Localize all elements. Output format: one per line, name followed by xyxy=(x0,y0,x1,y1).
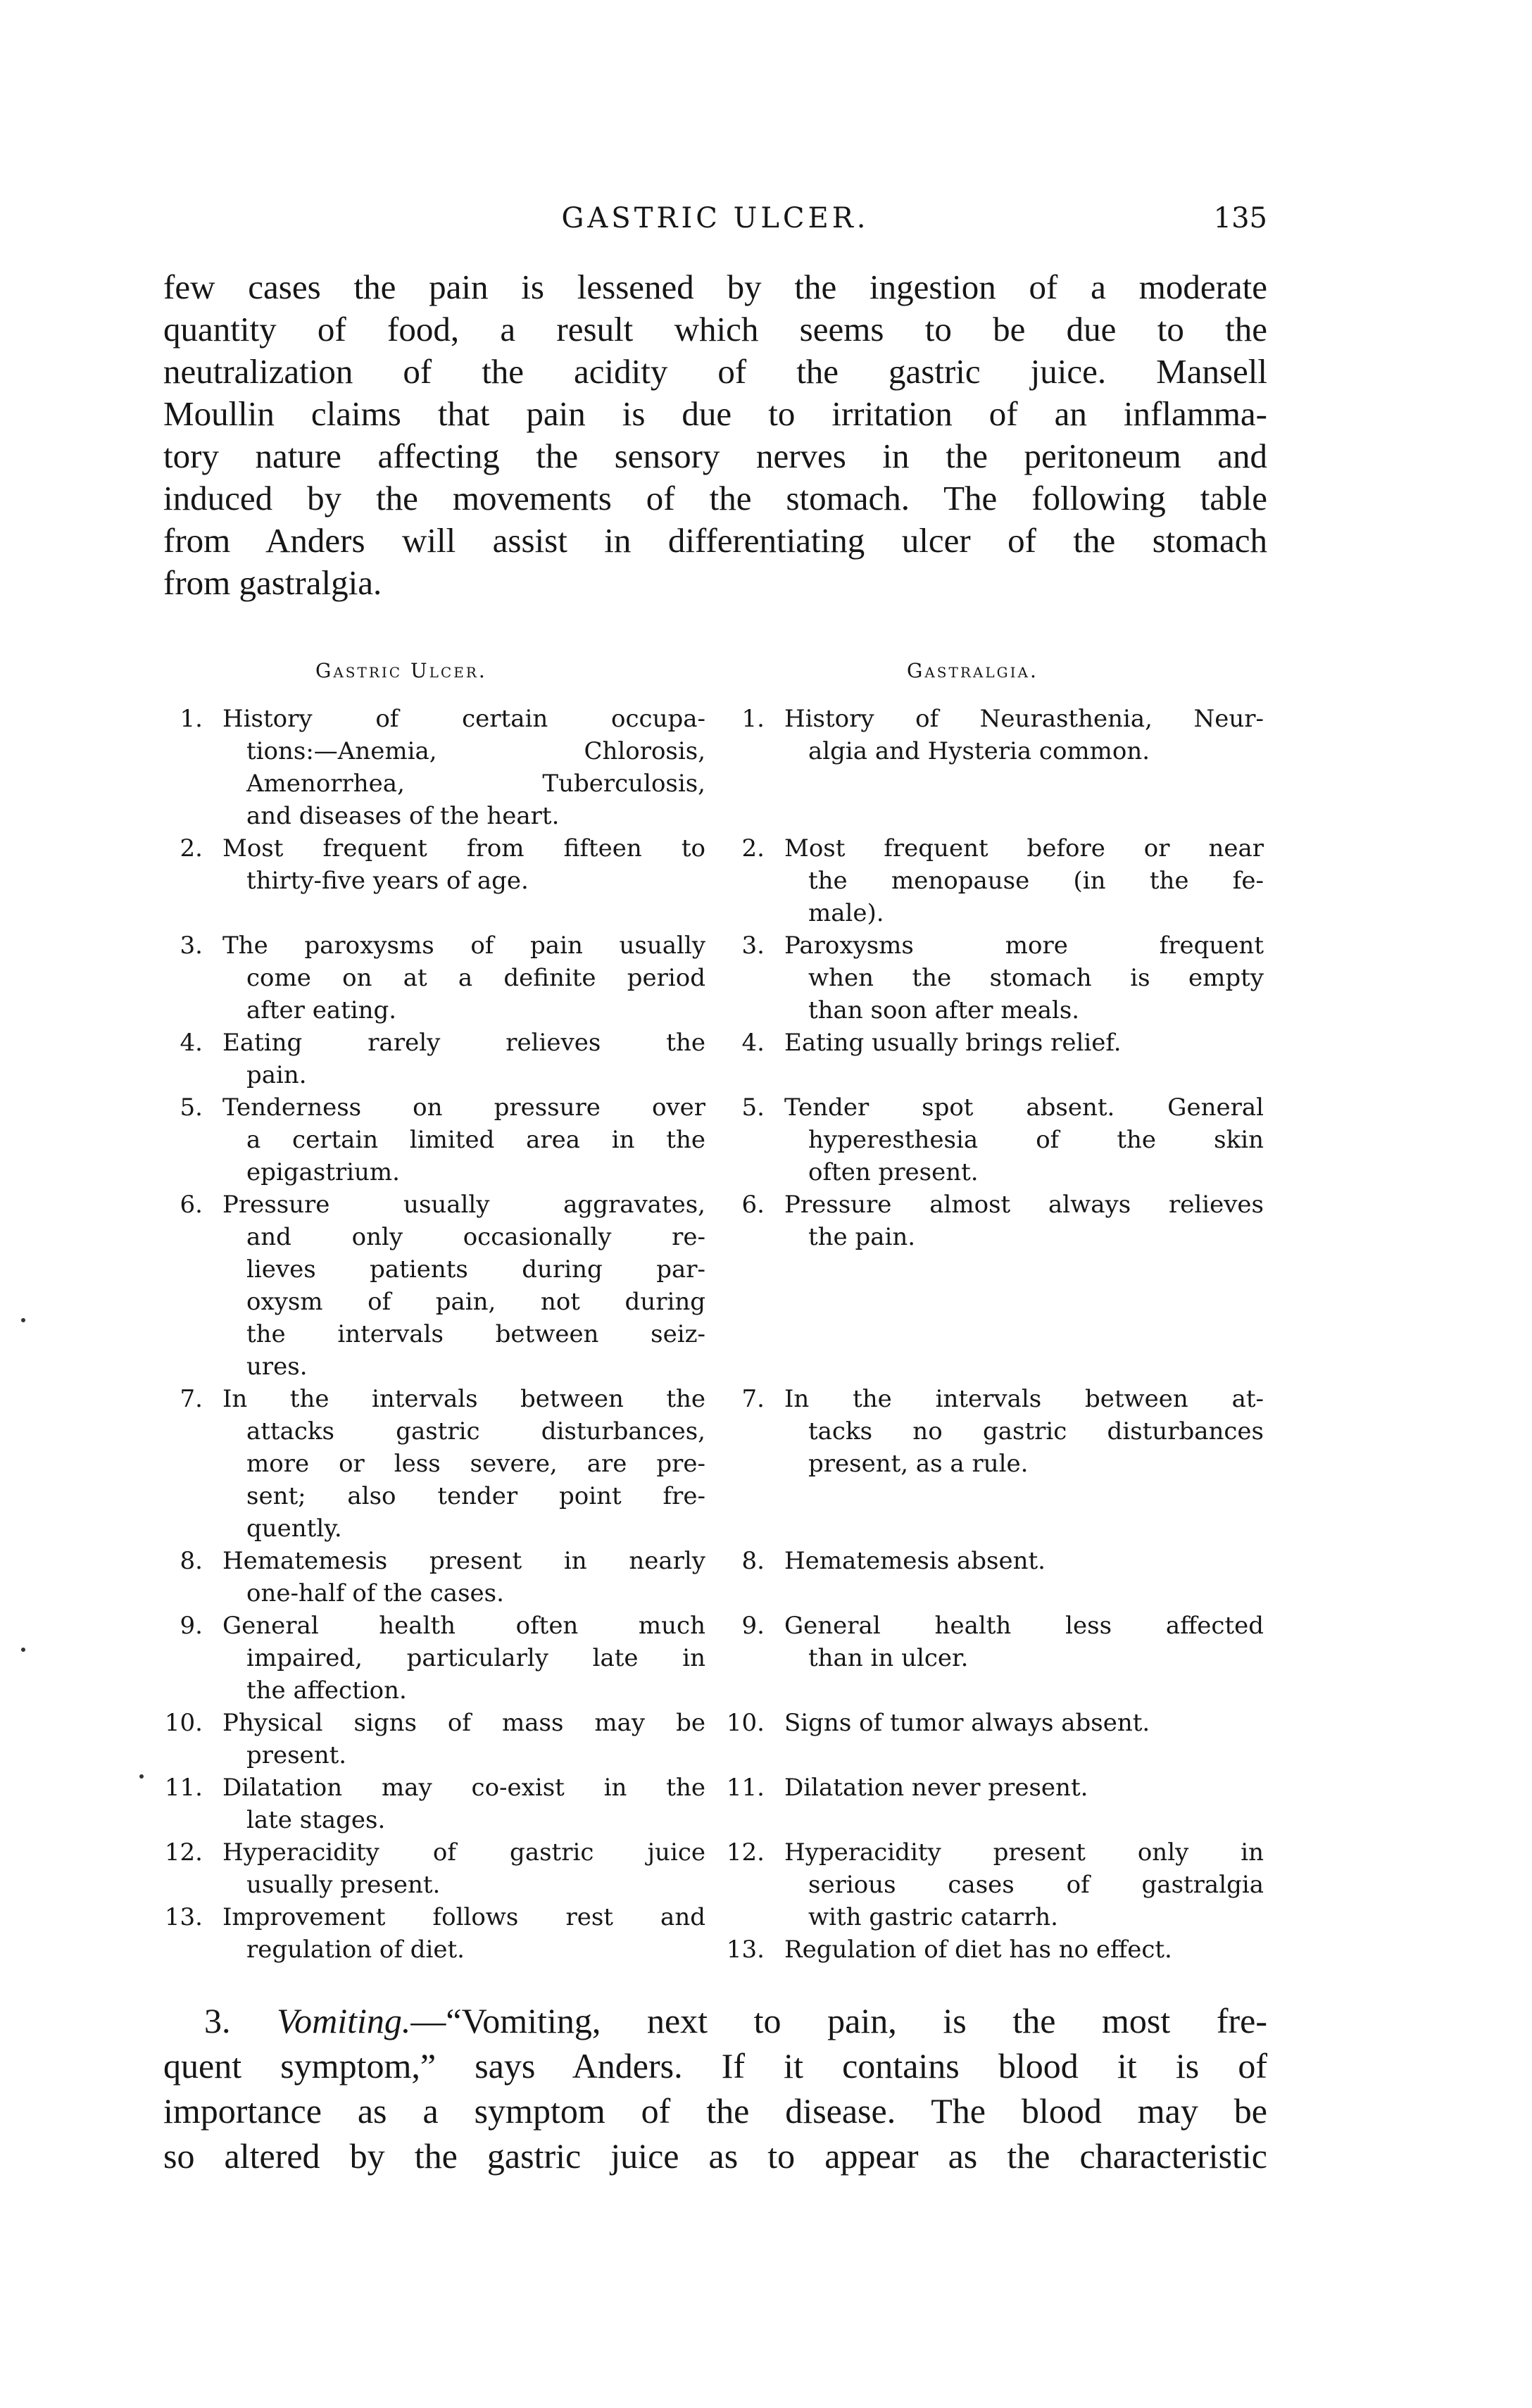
item-text-line: General health often much xyxy=(222,1612,705,1640)
right-table-item xyxy=(725,1771,1264,1804)
right-table-item xyxy=(725,1610,1264,1674)
right-table-item xyxy=(725,1189,1264,1253)
text-line xyxy=(163,1998,1267,2043)
item-text-line: the intervals between seiz- xyxy=(246,1320,705,1348)
item-number: 4. xyxy=(741,1029,765,1057)
item-text-line: than in ulcer. xyxy=(808,1644,969,1672)
item-text-line: Regulation of diet has no effect. xyxy=(784,1936,1172,1964)
intro-paragraph xyxy=(163,266,1267,604)
item-text-line: Hematemesis absent. xyxy=(784,1547,1046,1575)
item-number: 10. xyxy=(726,1709,765,1737)
section-number: 3. xyxy=(204,2001,231,2040)
item-text-line: epigastrium. xyxy=(246,1158,400,1186)
item-text-line: when the stomach is empty xyxy=(808,964,1264,992)
left-table-item xyxy=(163,1836,705,1901)
item-text-line: the pain. xyxy=(808,1223,916,1251)
item-text-line: Hyperacidity of gastric juice xyxy=(222,1838,705,1867)
item-text-line: oxysm of pain, not during xyxy=(246,1288,705,1316)
item-text-line: lieves patients during par- xyxy=(246,1255,705,1284)
item-text-line: The paroxysms of pain usually xyxy=(222,932,705,960)
right-table-item xyxy=(725,1091,1264,1189)
item-text-line: tacks no gastric disturbances xyxy=(808,1417,1264,1446)
item-text-line: Hyperacidity present only in xyxy=(784,1838,1264,1867)
item-text-line: serious cases of gastralgia xyxy=(808,1871,1264,1899)
item-number: 5. xyxy=(180,1093,203,1122)
text-line: tory nature affecting the sensory nerves in the peritoneum and xyxy=(163,437,1267,475)
item-number: 5. xyxy=(741,1093,765,1122)
text-line: few cases the pain is lessened by the ingestion of a moderate xyxy=(163,268,1267,306)
item-text-line: the menopause (in the fe- xyxy=(808,867,1264,895)
table-heading-gastric-ulcer: Gastric Ulcer. xyxy=(315,659,487,682)
item-number: 6. xyxy=(741,1191,765,1219)
left-table-item xyxy=(163,1383,705,1545)
item-number: 2. xyxy=(180,834,203,863)
item-text-line: General health less affected xyxy=(784,1612,1264,1640)
item-text-line: Improvement follows rest and xyxy=(222,1903,705,1931)
item-text-line: Tender spot absent. General xyxy=(784,1093,1264,1122)
item-text-line: regulation of diet. xyxy=(246,1936,465,1964)
left-table-item xyxy=(163,1027,705,1091)
item-text-line: Amenorrhea, Tuberculosis, xyxy=(246,770,705,798)
item-text-line: quently. xyxy=(246,1515,342,1543)
item-number: 2. xyxy=(741,834,765,863)
item-text-line: and diseases of the heart. xyxy=(246,802,560,830)
item-number: 13. xyxy=(164,1903,203,1931)
item-text-line: and only occasionally re- xyxy=(246,1223,705,1251)
left-table-item xyxy=(163,1189,705,1383)
item-text-line: thirty-five years of age. xyxy=(246,867,529,895)
margin-speck xyxy=(21,1648,25,1652)
closing-paragraph xyxy=(163,1998,1267,2178)
item-text-line: Most frequent from fifteen to xyxy=(222,834,705,863)
item-text-line: In the intervals between the xyxy=(222,1385,705,1413)
item-text-line: impaired, particularly late in xyxy=(246,1644,705,1672)
item-number: 3. xyxy=(741,932,765,960)
item-text-line: Paroxysms more frequent xyxy=(784,932,1264,960)
text-line: Moullin claims that pain is due to irritation of an inflamma- xyxy=(163,394,1267,433)
item-text-line: after eating. xyxy=(246,996,397,1024)
item-text-line: ures. xyxy=(246,1353,308,1381)
left-table-item xyxy=(163,929,705,1027)
item-number: 11. xyxy=(164,1774,203,1802)
left-table-item xyxy=(163,1707,705,1771)
right-table-item xyxy=(725,1545,1264,1577)
item-number: 10. xyxy=(164,1709,203,1737)
item-number: 7. xyxy=(180,1385,203,1413)
text-line: from Anders will assist in differentiating ulcer of the stomach xyxy=(163,521,1267,560)
right-table-item xyxy=(725,1027,1264,1059)
item-text-line: one-half of the cases. xyxy=(246,1579,504,1607)
item-text-line: come on at a definite period xyxy=(246,964,705,992)
item-text-line: tions:—Anemia, Chlorosis, xyxy=(246,737,705,765)
item-text-line: pain. xyxy=(246,1061,307,1089)
text-line: quent symptom,” says Anders. If it contains blood it is of xyxy=(163,2046,1267,2086)
item-text-line: the affection. xyxy=(246,1676,407,1705)
text-fragment: —“Vomiting, next to pain, is the most fre- xyxy=(410,2001,1268,2040)
right-table-item xyxy=(725,1707,1264,1739)
text-line: neutralization of the acidity of the gastric juice. Mansell xyxy=(163,352,1267,391)
item-text-line: male). xyxy=(808,899,884,927)
text-line: induced by the movements of the stomach. The following table xyxy=(163,479,1267,518)
running-head xyxy=(163,196,1267,241)
item-text-line: Dilatation never present. xyxy=(784,1774,1088,1802)
item-text-line: often present. xyxy=(808,1158,979,1186)
item-text-line: than soon after meals. xyxy=(808,996,1080,1024)
item-number: 1. xyxy=(180,705,203,733)
item-number: 1. xyxy=(741,705,765,733)
margin-speck xyxy=(21,1318,25,1322)
page-number: 135 xyxy=(1213,202,1267,234)
left-table-item xyxy=(163,832,705,897)
item-text-line: History of certain occupa- xyxy=(222,705,705,733)
right-table-item xyxy=(725,1383,1264,1480)
item-number: 8. xyxy=(741,1547,765,1575)
item-text-line: sent; also tender point fre- xyxy=(246,1482,705,1510)
item-text-line: present, as a rule. xyxy=(808,1450,1029,1478)
item-text-line: Hematemesis present in nearly xyxy=(222,1547,705,1575)
left-table-item xyxy=(163,703,705,832)
left-table-item xyxy=(163,1610,705,1707)
text-line: so altered by the gastric juice as to appear as the characteristic xyxy=(163,2136,1267,2176)
item-text-line: Most frequent before or near xyxy=(784,834,1264,863)
item-number: 12. xyxy=(164,1838,203,1867)
text-line: quantity of food, a result which seems to be due to the xyxy=(163,310,1267,349)
item-text-line: History of Neurasthenia, Neur- xyxy=(784,705,1264,733)
item-text-line: usually present. xyxy=(246,1871,441,1899)
item-text-line: hyperesthesia of the skin xyxy=(808,1126,1264,1154)
left-table-item xyxy=(163,1091,705,1189)
item-text-line: In the intervals between at- xyxy=(784,1385,1264,1413)
item-text-line: Dilatation may co-exist in the xyxy=(222,1774,705,1802)
item-number: 9. xyxy=(180,1612,203,1640)
item-number: 4. xyxy=(180,1029,203,1057)
item-number: 8. xyxy=(180,1547,203,1575)
item-text-line: algia and Hysteria common. xyxy=(808,737,1150,765)
item-text-line: Physical signs of mass may be xyxy=(222,1709,705,1737)
left-table-item xyxy=(163,1545,705,1610)
text-line: importance as a symptom of the disease. The blood may be xyxy=(163,2091,1267,2131)
item-text-line: present. xyxy=(246,1741,347,1769)
item-number: 6. xyxy=(180,1191,203,1219)
table-heading-gastralgia: Gastralgia. xyxy=(907,659,1038,682)
item-number: 3. xyxy=(180,932,203,960)
item-text-line: a certain limited area in the xyxy=(246,1126,705,1154)
item-number: 13. xyxy=(726,1936,765,1964)
item-text-line: Eating rarely relieves the xyxy=(222,1029,705,1057)
item-text-line: more or less severe, are pre- xyxy=(246,1450,705,1478)
left-table-item xyxy=(163,1771,705,1836)
item-text-line: Eating usually brings relief. xyxy=(784,1029,1122,1057)
right-table-item xyxy=(725,1933,1264,1966)
item-number: 12. xyxy=(726,1838,765,1867)
right-table-item xyxy=(725,703,1264,767)
text-line: from gastralgia. xyxy=(163,563,382,602)
item-number: 9. xyxy=(741,1612,765,1640)
margin-speck xyxy=(139,1774,144,1779)
running-title: GASTRIC ULCER. xyxy=(561,202,869,234)
right-table-item xyxy=(725,1836,1264,1933)
right-table-item xyxy=(725,832,1264,929)
item-text-line: Pressure almost always relieves xyxy=(784,1191,1264,1219)
item-number: 7. xyxy=(741,1385,765,1413)
item-number: 11. xyxy=(726,1774,765,1802)
section-heading: Vomiting. xyxy=(277,2001,411,2040)
item-text-line: Pressure usually aggravates, xyxy=(222,1191,705,1219)
left-table-item xyxy=(163,1901,705,1966)
item-text-line: with gastric catarrh. xyxy=(808,1903,1058,1931)
item-text-line: attacks gastric disturbances, xyxy=(246,1417,705,1446)
item-text-line: Signs of tumor always absent. xyxy=(784,1709,1150,1737)
item-text-line: Tenderness on pressure over xyxy=(222,1093,705,1122)
item-text-line: late stages. xyxy=(246,1806,386,1834)
right-table-item xyxy=(725,929,1264,1027)
